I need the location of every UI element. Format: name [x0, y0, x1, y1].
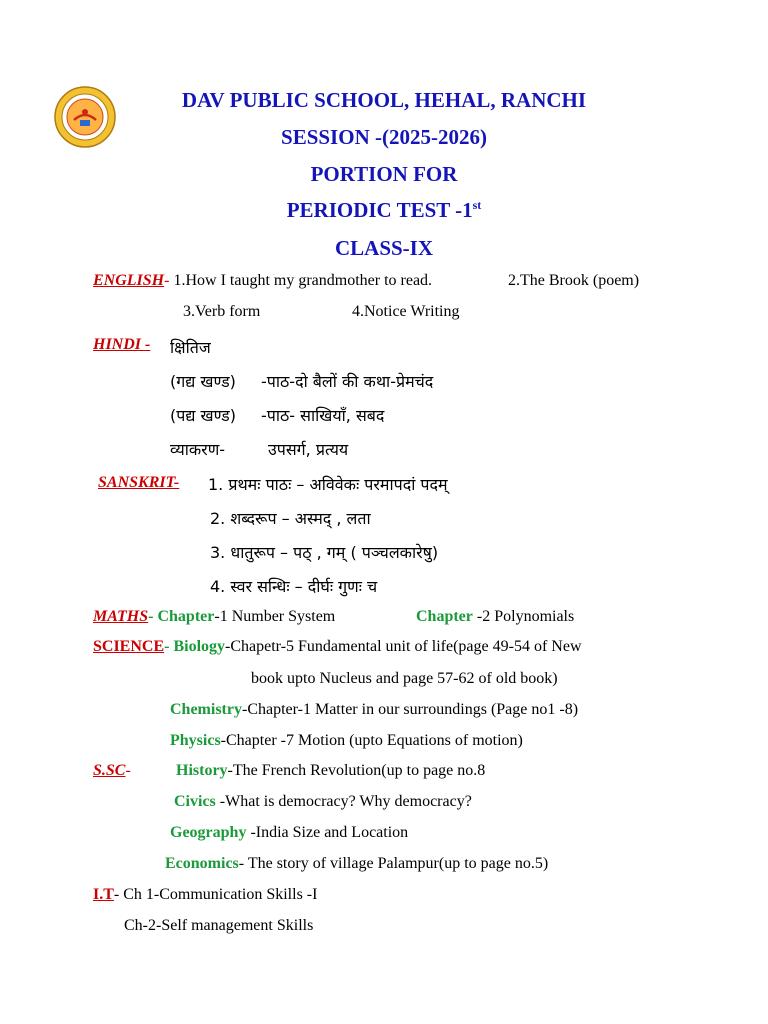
english-item-4: 4.Notice Writing: [352, 303, 460, 320]
civics-line: [174, 793, 472, 811]
maths-ch2: -2 Polynomials: [476, 608, 575, 625]
english-sep: -: [164, 272, 174, 289]
economics-line: [165, 855, 548, 873]
english-item-1: 1.How I taught my grandmother to read.: [173, 272, 433, 289]
hindi-grammar: उपसर्ग, प्रत्यय: [268, 440, 349, 459]
history-text: -The French Revolution(up to page no.8: [227, 762, 486, 779]
maths-ch1-label: Chapter: [157, 608, 215, 625]
sanskrit-item-4: 4. स्वर सन्धिः – दीर्घः गुणः च: [210, 577, 378, 596]
english-item-2: 2.The Brook (poem): [508, 272, 640, 289]
hindi-prose: -पाठ-दो बैलों की कथा-प्रेमचंद: [261, 372, 434, 391]
geography-line: [170, 824, 408, 842]
physics-label: Physics: [170, 732, 221, 749]
hindi-grammar-label: व्याकरण-: [170, 440, 226, 459]
sanskrit-label-wrap: [98, 474, 179, 492]
test-title: PERIODIC TEST -1st: [286, 198, 482, 222]
it-label: I.T: [93, 886, 114, 903]
english-line-1: [93, 272, 432, 290]
session-title: SESSION -(2025-2026): [281, 125, 487, 149]
physics-line: [170, 732, 523, 750]
maths-label: MATHS: [93, 608, 149, 625]
sanskrit-item-2: 2. शब्दरूप – अस्मद् , लता: [210, 509, 371, 528]
maths-line: MATHS- Chapter-1 Number System: [93, 608, 336, 625]
sanskrit-item-1: 1. प्रथमः पाठः – अविवेकः परमापदां पदम्: [208, 475, 448, 494]
hindi-label: HINDI -: [93, 336, 151, 353]
it-ch2: Ch-2-Self management Skills: [124, 917, 314, 934]
it-line-1: [93, 886, 317, 904]
english-label: ENGLISH: [93, 272, 165, 289]
maths-ch2-label: Chapter: [416, 608, 473, 625]
portion-title: PORTION FOR: [310, 162, 458, 186]
chemistry-text: -Chapter-1 Matter in our surroundings (Page no1 -8): [241, 701, 579, 718]
economics-text: - The story of village Palampur(up to page no.5): [238, 855, 549, 872]
hindi-prose-label: (गद्य खण्ड): [170, 372, 236, 391]
english-item-3: 3.Verb form: [183, 303, 261, 320]
it-ch1: - Ch 1-Communication Skills -I: [113, 886, 318, 903]
ssc-label: S.SC: [93, 762, 126, 779]
history-label: History: [176, 762, 228, 779]
sanskrit-item-3: 3. धातुरूप – पठ् , गम् ( पञ्चलकारेषु): [210, 543, 439, 562]
economics-label: Economics: [165, 855, 239, 872]
history-line: [176, 762, 485, 780]
science-label: SCIENCE: [93, 638, 165, 655]
biology-text: -Chapetr-5 Fundamental unit of life(page 49-54 of New: [225, 638, 582, 655]
hindi-book: क्षितिज: [170, 338, 211, 357]
class-title: CLASS-IX: [334, 236, 434, 260]
geography-label: Geography: [170, 824, 247, 841]
hindi-line-1: [93, 336, 150, 354]
hindi-poetry: -पाठ- साखियाँ, सबद: [261, 406, 385, 425]
civics-text: -What is democracy? Why democracy?: [215, 793, 472, 810]
geography-text: -India Size and Location: [246, 824, 409, 841]
school-name: DAV PUBLIC SCHOOL, HEHAL, RANCHI: [181, 88, 587, 112]
maths-ch1: -1 Number System: [214, 608, 336, 625]
hindi-poetry-label: (पद्य खण्ड): [170, 406, 236, 425]
civics-label: Civics: [174, 793, 216, 810]
biology-cont: book upto Nucleus and page 57-62 of old book): [251, 670, 558, 687]
maths-ch2-wrap: [416, 608, 574, 626]
physics-text: -Chapter -7 Motion (upto Equations of motion): [220, 732, 523, 749]
test-superscript: st: [472, 198, 482, 212]
science-line-1: SCIENCE- Biology-Chapetr-5 Fundamental unit of life(page 49-54 of New: [93, 638, 582, 655]
ssc-label-wrap: S.SC-: [93, 762, 131, 779]
chemistry-line: [170, 701, 578, 719]
chemistry-label: Chemistry: [170, 701, 242, 718]
biology-label: Biology: [173, 638, 226, 655]
sanskrit-label: SANSKRIT-: [98, 474, 180, 491]
